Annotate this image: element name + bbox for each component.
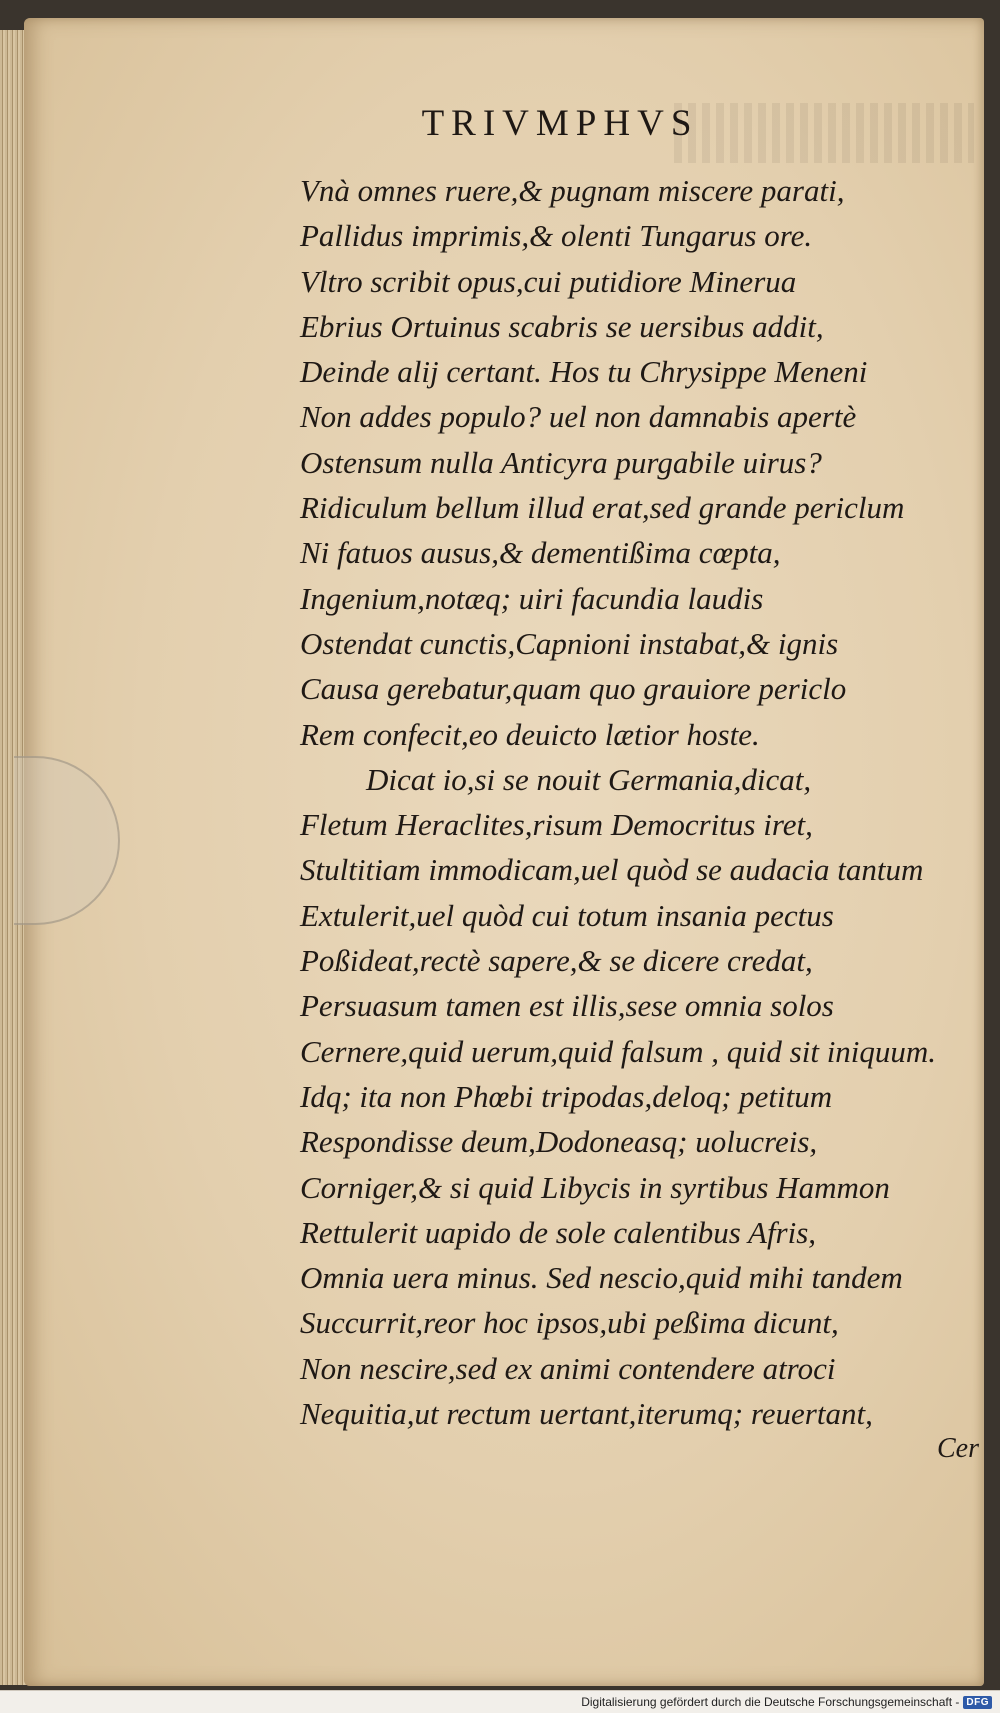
text-line: Pallidus imprimis,& olenti Tungarus ore. [300, 218, 813, 254]
text-line: Rettulerit uapido de sole calentibus Afris, [300, 1214, 817, 1250]
text-line: Persuasum tamen est illis,sese omnia solos [300, 988, 834, 1024]
text-line: Vnà omnes ruere,& pugnam miscere parati, [300, 173, 845, 208]
text-line: Ostendat cunctis,Capnioni instabat,& ignis [300, 625, 839, 661]
footer-bar [0, 1690, 1000, 1713]
text-line: Non nescire,sed ex animi contendere atroci [300, 1350, 836, 1386]
text-line: Cernere,quid uerum,quid falsum , quid sit iniquum. [300, 1033, 937, 1069]
text-line: Deinde alij certant. Hos tu Chrysippe Meneni [300, 354, 868, 390]
text-line: Causa gerebatur,quam quo grauiore periclo [300, 671, 847, 707]
text-line: Poßideat,rectè sapere,& se dicere credat, [300, 943, 813, 979]
text-line: Ni fatuos ausus,& dementißima cœpta, [300, 535, 781, 571]
text-line: Ridiculum bellum illud erat,sed grande periclum [300, 490, 905, 526]
text-line: Ingenium,notæq; uiri facundia laudis [300, 580, 764, 616]
text-line: Vltro scribit opus,cui putidiore Minerua [300, 263, 797, 299]
running-header: TRIVMPHVS [421, 103, 699, 144]
text-line: Corniger,& si quid Libycis in syrtibus Hammon [300, 1169, 890, 1205]
text-line: Fletum Heraclites,risum Democritus iret, [300, 807, 813, 843]
text-line: Extulerit,uel quòd cui totum insania pectus [300, 897, 834, 933]
page-clip [14, 756, 120, 925]
text-line: Idq; ita non Phœbi tripodas,deloq; petitum [300, 1078, 833, 1114]
text-line: Stultitiam immodicam,uel quòd se audacia tantum [300, 852, 924, 888]
text-line: Omnia uera minus. Sed nescio,quid mihi tandem [300, 1260, 903, 1296]
text-line: Succurrit,reor hoc ipsos,ubi peßima dicunt, [300, 1305, 839, 1341]
text-line: Ostensum nulla Anticyra purgabile uirus? [300, 444, 822, 480]
text-line: Rem confecit,eo deuicto lætior hoste. [300, 716, 760, 752]
funding-credit: Digitalisierung gefördert durch die Deutsche Forschungsgemeinschaft - [581, 1695, 960, 1709]
text-line: Non addes populo? uel non damnabis apertè [300, 399, 857, 435]
text-line: Dicat io,si se nouit Germania,dicat, [366, 761, 812, 797]
text-block [300, 168, 980, 1436]
text-line: Ebrius Ortuinus scabris se uersibus addit, [300, 308, 824, 344]
text-line: Respondisse deum,Dodoneasq; uolucreis, [300, 1124, 818, 1160]
dfg-logo: DFG [963, 1696, 992, 1709]
text-line: Nequitia,ut rectum uertant,iterumq; reuertant, [300, 1396, 873, 1432]
catchword: Cer [937, 1433, 979, 1464]
